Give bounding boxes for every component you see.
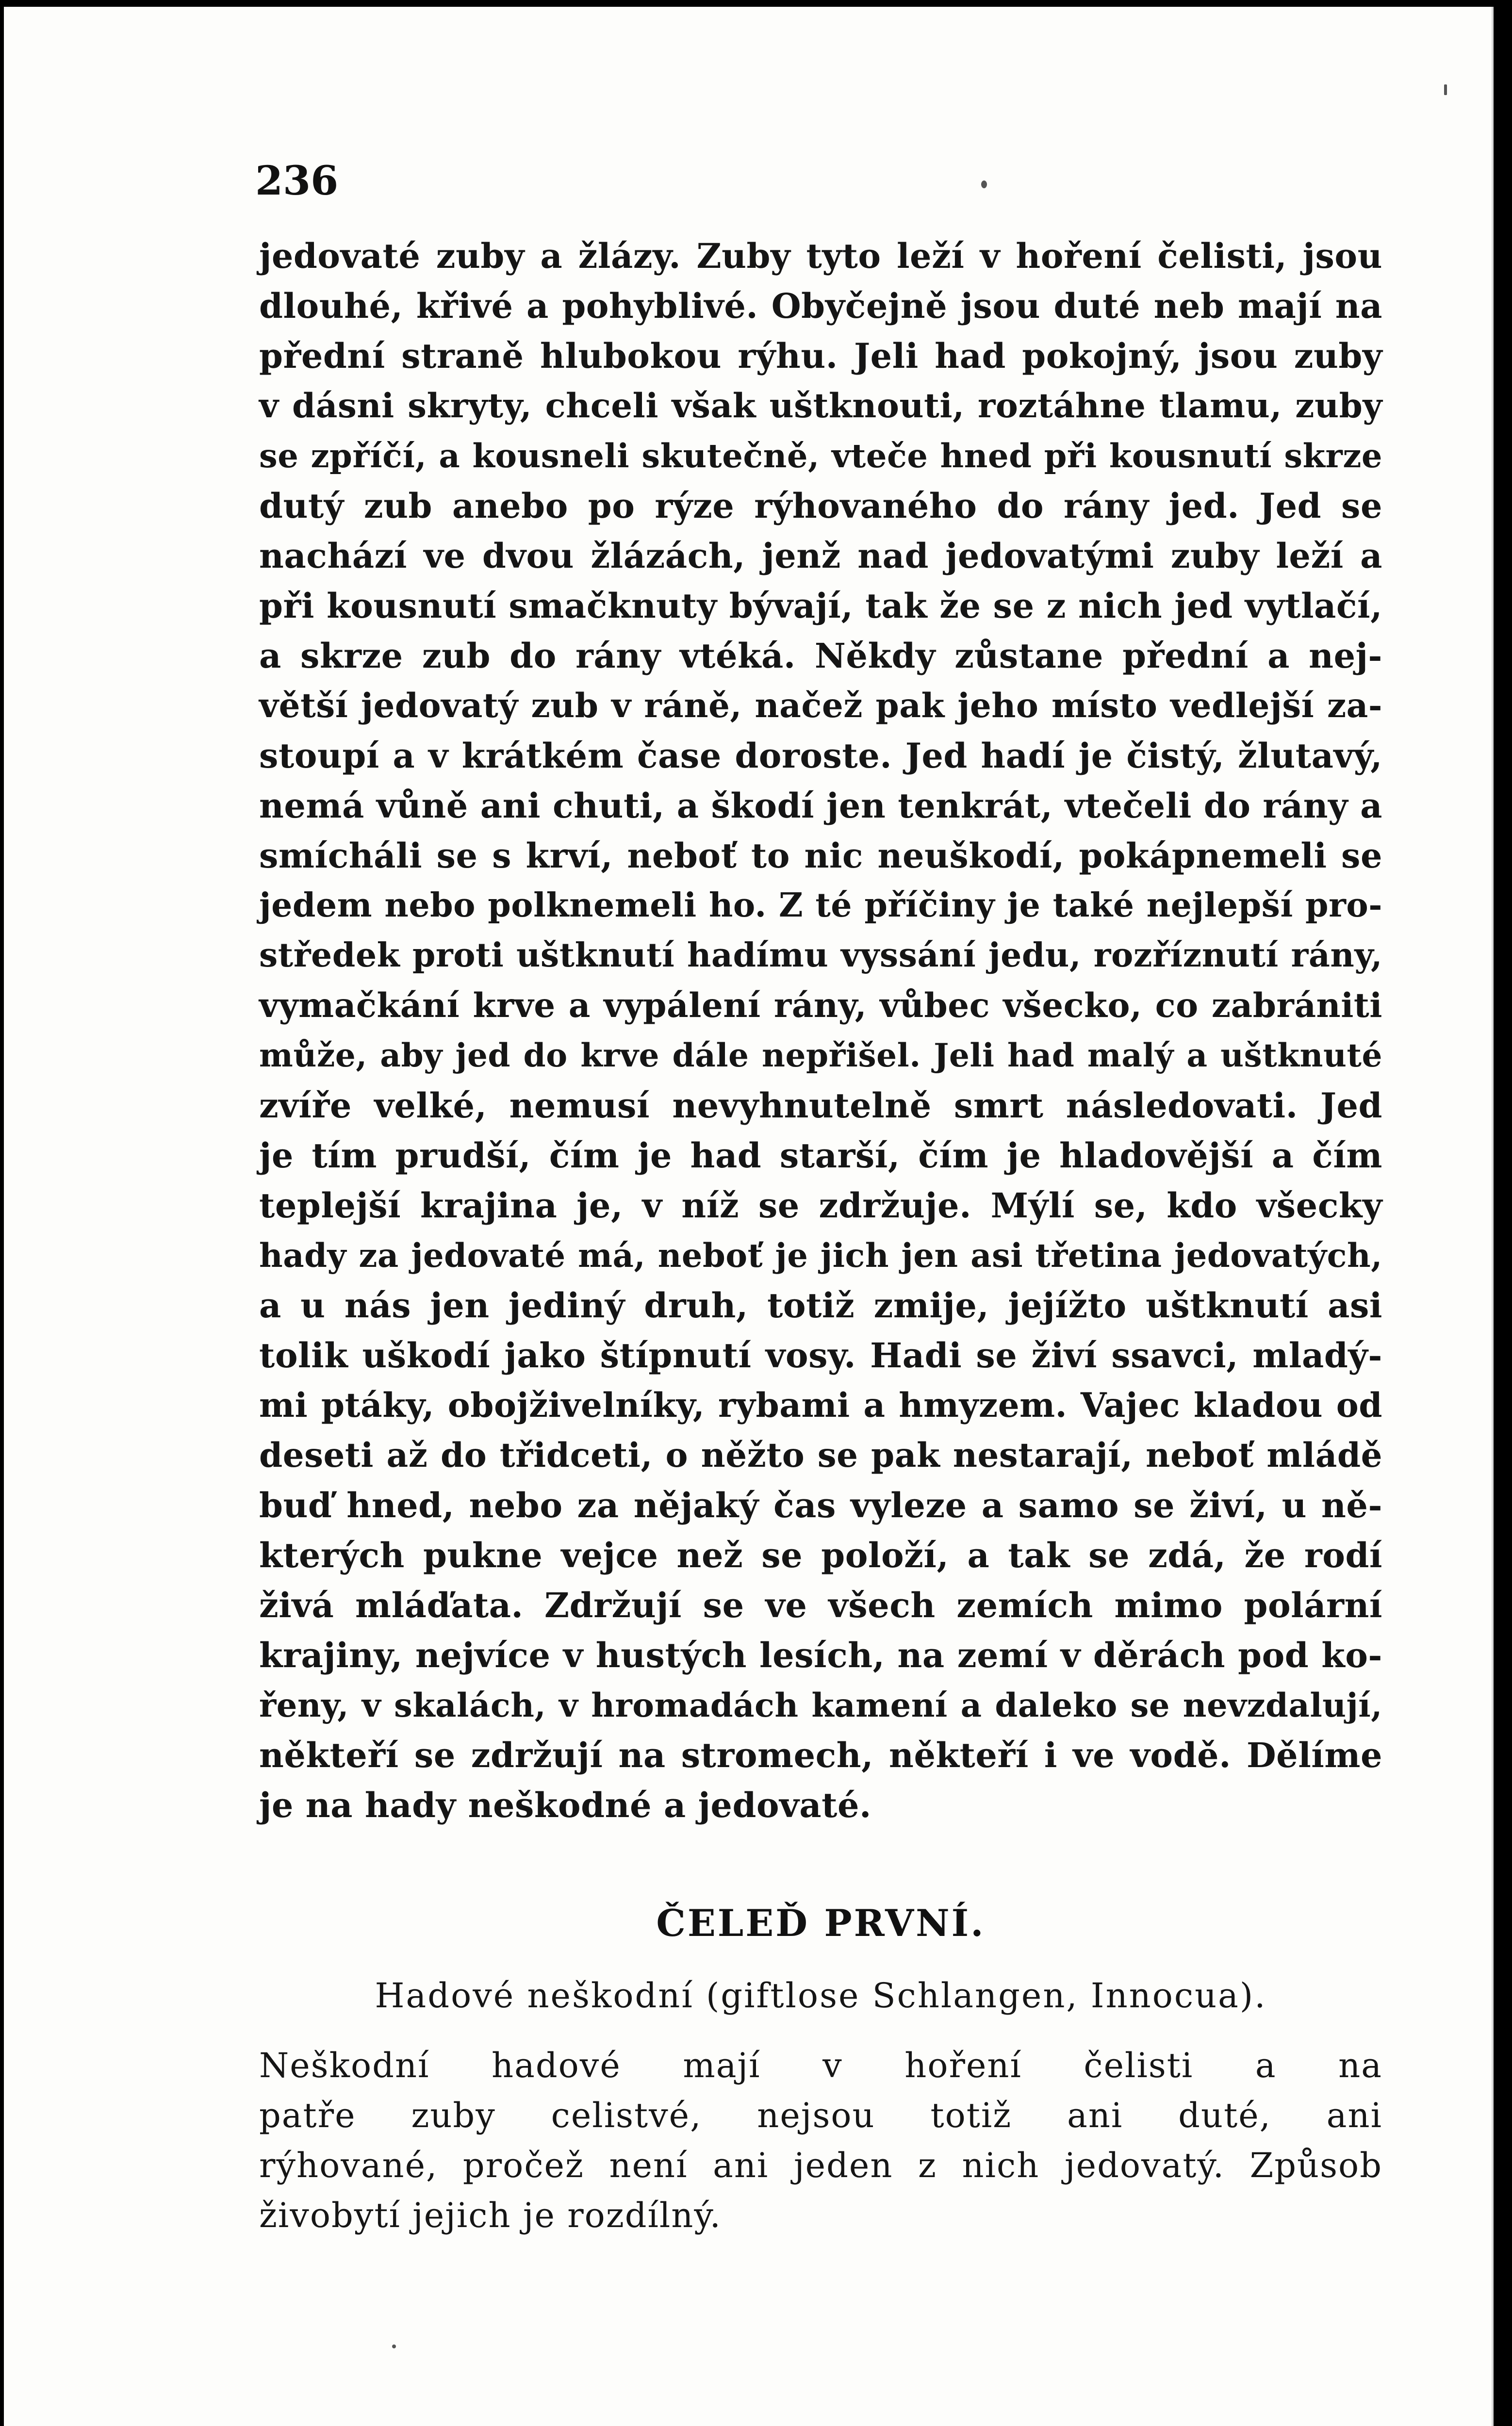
section-paragraph xyxy=(259,2041,1382,2241)
text-line: Neškodní hadové mají v hoření čelisti a na xyxy=(259,2046,1382,2085)
text-line: rýhované, pročež není ani jeden z nich jedovatý. Způsob xyxy=(259,2146,1382,2185)
text-line: dlouhé, křivé a pohyblivé. Obyčejně jsou duté neb mají na xyxy=(259,286,1382,326)
text-line: zvíře velké, nemusí nevyhnutelně smrt následovati. Jed xyxy=(259,1085,1382,1126)
text-line: živobytí jejich je rozdílný. xyxy=(259,2196,722,2235)
main-paragraph xyxy=(259,231,1382,1830)
text-line: se zpříčí, a kousneli skutečně, vteče hned při kousnutí skrze xyxy=(259,437,1382,475)
text-line: může, aby jed do krve dále nepřišel. Jeli had malý a uštknuté xyxy=(259,1036,1382,1074)
text-line: deseti až do třidceti, o něžto se pak nestarají, neboť mládě xyxy=(259,1436,1382,1475)
dust-speck xyxy=(392,2344,396,2348)
text-line: jedovaté zuby a žlázy. Zuby tyto leží v hoření čelisti, jsou xyxy=(259,236,1382,276)
text-line: patře zuby celistvé, nejsou totiž ani duté, ani xyxy=(259,2096,1382,2135)
dust-speck xyxy=(1444,84,1447,95)
page-number: 236 xyxy=(255,158,339,204)
section-heading: ČELEĎ PRVNÍ. xyxy=(656,1901,986,1945)
section-subheading: Hadové neškodní (giftlose Schlangen, Innocua). xyxy=(375,1976,1267,2016)
text-line: stoupí a v krátkém čase doroste. Jed hadí je čistý, žlutavý, xyxy=(259,736,1382,776)
text-line: a u nás jen jediný druh, totiž zmije, jejížto uštknutí asi xyxy=(259,1285,1382,1326)
book-page xyxy=(4,7,1494,2426)
text-line: živá mláďata. Zdržují se ve všech zemích mimo polární xyxy=(259,1585,1382,1625)
text-line: mi ptáky, obojživelníky, rybami a hmyzem. Vajec kladou od xyxy=(259,1386,1382,1425)
text-line: vymačkání krve a vypálení rány, vůbec všecko, co zabrániti xyxy=(259,986,1382,1025)
text-line: hady za jedovaté má, neboť je jich jen asi třetina jedovatých, xyxy=(259,1236,1382,1275)
text-line: větší jedovatý zub v ráně, načež pak jeho místo vedlejší za- xyxy=(259,686,1382,725)
text-line: při kousnutí smačknuty bývají, tak že se z nich jed vytlačí, xyxy=(259,586,1382,626)
text-line: středek proti uštknutí hadímu vyssání jedu, rozříznutí rány, xyxy=(259,936,1382,975)
text-line: tolik uškodí jako štípnutí vosy. Hadi se živí ssavci, mladý- xyxy=(259,1335,1382,1376)
text-line: kterých pukne vejce než se položí, a tak se zdá, že rodí xyxy=(259,1535,1382,1575)
text-line: krajiny, nejvíce v hustých lesích, na zemí v děrách pod ko- xyxy=(259,1635,1382,1675)
text-line: v dásni skryty, chceli však uštknouti, roztáhne tlamu, zuby xyxy=(259,386,1382,426)
text-line: smícháli se s krví, neboť to nic neuškodí, pokápnemeli se xyxy=(259,836,1382,876)
text-line: přední straně hlubokou rýhu. Jeli had pokojný, jsou zuby xyxy=(259,336,1382,376)
text-line: teplejší krajina je, v níž se zdržuje. Mýlí se, kdo všecky xyxy=(259,1185,1382,1226)
text-line: nemá vůně ani chuti, a škodí jen tenkrát, vtečeli do rány a xyxy=(259,786,1382,826)
text-line: je tím prudší, čím je had starší, čím je hladovější a čím xyxy=(259,1135,1382,1176)
text-line: a skrze zub do rány vtéká. Někdy zůstane přední a nej- xyxy=(259,636,1382,676)
text-line: nachází ve dvou žlázách, jenž nad jedovatými zuby leží a xyxy=(259,536,1382,576)
text-line: řeny, v skalách, v hromadách kamení a daleko se nevzdalují, xyxy=(259,1686,1382,1724)
text-line: dutý zub anebo po rýze rýhovaného do rány jed. Jed se xyxy=(259,486,1382,526)
text-line: jedem nebo polknemeli ho. Z té příčiny je také nejlepší pro- xyxy=(259,886,1382,925)
dust-speck xyxy=(981,180,987,188)
text-line: někteří se zdržují na stromech, někteří i ve vodě. Dělíme xyxy=(259,1735,1382,1775)
text-line: je na hady neškodné a jedovaté. xyxy=(259,1785,871,1825)
text-line: buď hned, nebo za nějaký čas vyleze a samo se živí, u ně- xyxy=(259,1485,1382,1525)
